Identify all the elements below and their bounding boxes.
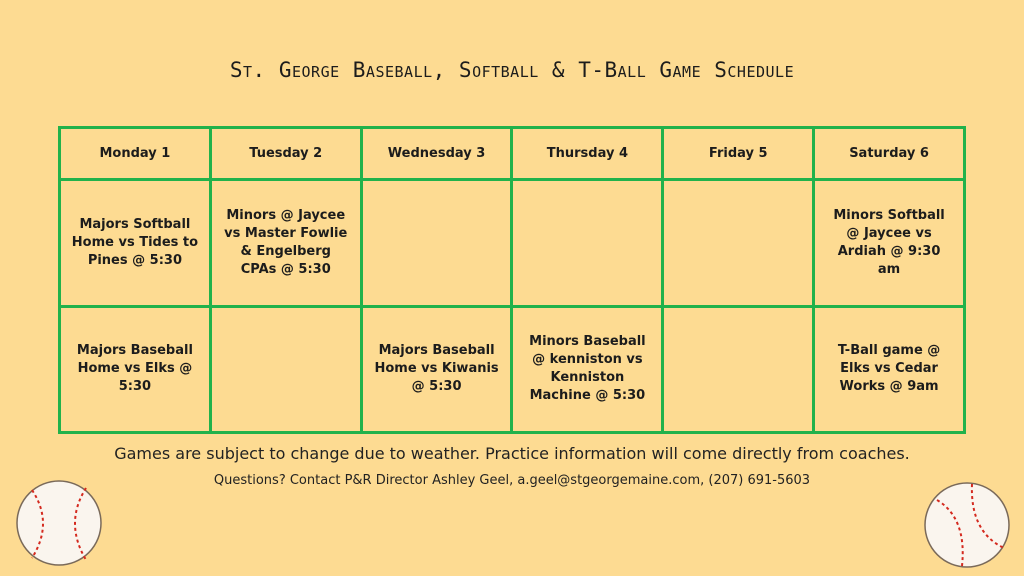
schedule-cell bbox=[210, 306, 361, 432]
schedule-cell bbox=[663, 180, 814, 306]
day-header: Saturday 6 bbox=[814, 128, 965, 180]
schedule-table bbox=[58, 126, 966, 434]
schedule-cell bbox=[663, 306, 814, 432]
day-header: Tuesday 2 bbox=[210, 128, 361, 180]
schedule-row bbox=[60, 180, 965, 306]
schedule-cell bbox=[361, 180, 512, 306]
day-header: Wednesday 3 bbox=[361, 128, 512, 180]
baseball-icon bbox=[922, 480, 1012, 570]
page-title: St. George Baseball, Softball & T-Ball Game Schedule bbox=[229, 58, 795, 82]
day-header: Thursday 4 bbox=[512, 128, 663, 180]
schedule-cell: Majors Softball Home vs Tides to Pines @ 5:30 bbox=[60, 180, 211, 306]
day-header: Friday 5 bbox=[663, 128, 814, 180]
schedule-cell: Minors @ Jaycee vs Master Fowlie & Engelberg CPAs @ 5:30 bbox=[210, 180, 361, 306]
header-row bbox=[60, 128, 965, 180]
schedule-row bbox=[60, 306, 965, 432]
weather-note: Games are subject to change due to weather. Practice information will come directly from coaches. bbox=[114, 444, 910, 463]
contact-info: Questions? Contact P&R Director Ashley Geel, a.geel@stgeorgemaine.com, (207) 691-5603 bbox=[213, 473, 811, 488]
schedule-cell: Majors Baseball Home vs Kiwanis @ 5:30 bbox=[361, 306, 512, 432]
schedule-cell: Minors Baseball @ kenniston vs Kenniston Machine @ 5:30 bbox=[512, 306, 663, 432]
day-header: Monday 1 bbox=[60, 128, 211, 180]
baseball-icon bbox=[14, 478, 104, 568]
schedule-cell bbox=[512, 180, 663, 306]
schedule-cell: Minors Softball @ Jaycee vs Ardiah @ 9:30 am bbox=[814, 180, 965, 306]
schedule-cell: T-Ball game @ Elks vs Cedar Works @ 9am bbox=[814, 306, 965, 432]
schedule-cell: Majors Baseball Home vs Elks @ 5:30 bbox=[60, 306, 211, 432]
